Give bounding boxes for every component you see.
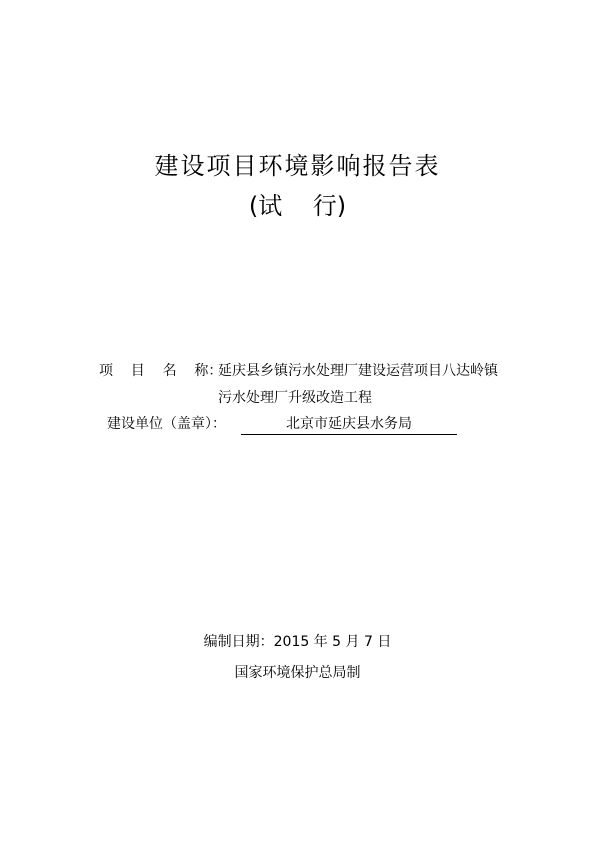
compile-date: 编制日期：2015 年 5 月 7 日: [203, 634, 392, 650]
project-name-label: 项 目 名 称：: [99, 363, 223, 379]
construction-unit-label: 建设单位（盖章）：: [107, 416, 226, 432]
issuing-authority: 国家环境保护总局制: [234, 665, 361, 681]
construction-unit-value: 北京市延庆县水务局: [241, 414, 457, 435]
project-name-value-line2: 污水处理厂升级改造工程: [218, 390, 372, 406]
document-title: 建设项目环境影响报告表: [154, 152, 441, 180]
document-subtitle: (试 行): [248, 192, 347, 220]
project-name-value-line1: 延庆县乡镇污水处理厂建设运营项目八达岭镇: [218, 363, 498, 379]
